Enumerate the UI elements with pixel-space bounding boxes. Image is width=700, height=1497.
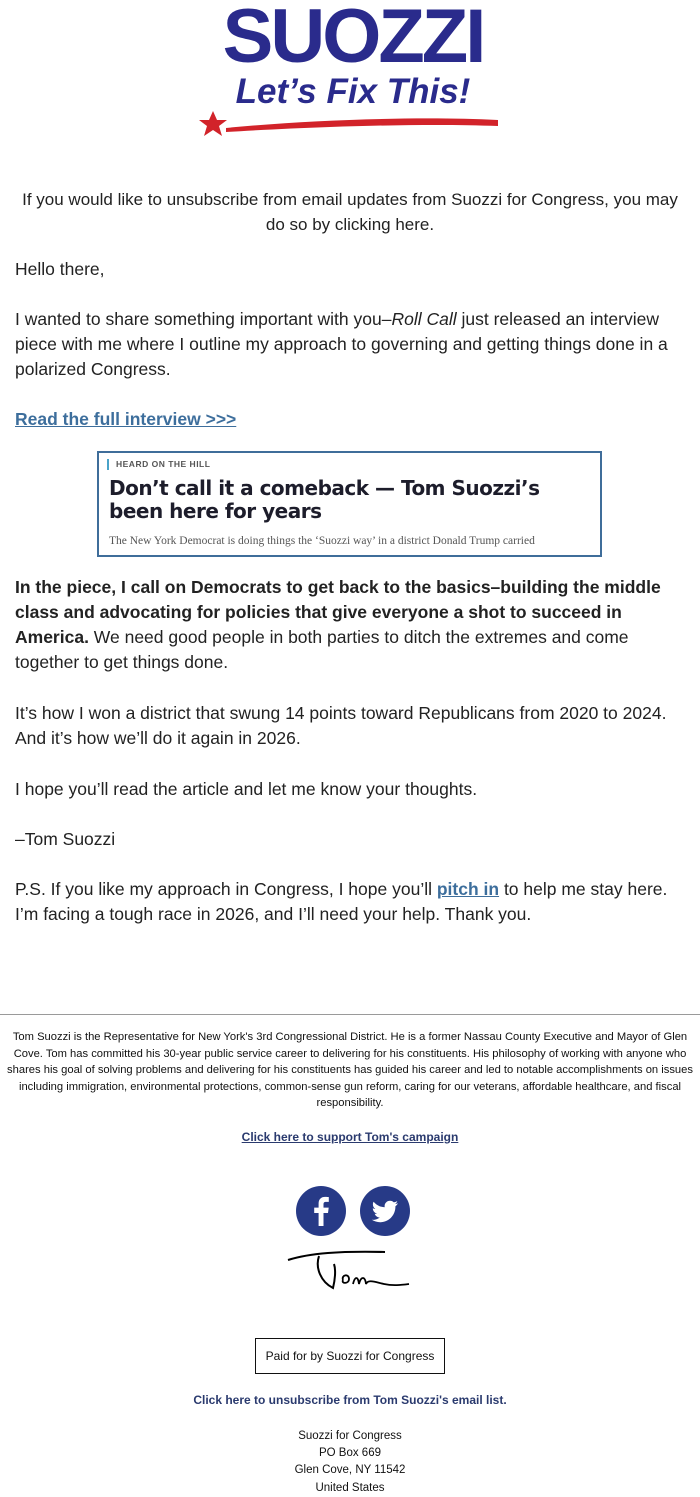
mailing-address <box>0 1428 700 1497</box>
address-line: Suozzi for Congress <box>298 1430 402 1442</box>
footer-bio: Tom Suozzi is the Representative for New York's 3rd Congressional District. He is a former Nassau County Executive and Mayor of Glen Cove. Tom has committed his 30-year public service career to delivering for his constituents. His philosophy of working with anyone who shares his goal of solving problems and delivering for his constituents has guided his career and led to notable accomplishments on issues including immigration, environmental protections, common-sense gun reform, caring for our veterans, affordable healthcare, and fiscal responsibility. <box>7 1031 693 1109</box>
unsubscribe-link[interactable]: Click here to unsubscribe from Tom Suozzi's email list. <box>193 1393 507 1407</box>
read-interview-paragraph <box>15 407 687 432</box>
support-link-row <box>0 1130 700 1144</box>
article-preview-card[interactable] <box>97 451 602 557</box>
ps-text-start: P.S. If you like my approach in Congress, I hope you’ll <box>15 879 437 899</box>
twitter-button[interactable] <box>360 1186 410 1236</box>
address-line: PO Box 669 <box>318 1447 381 1460</box>
read-interview-link[interactable]: Read the full interview >>> <box>15 409 237 429</box>
facebook-button[interactable] <box>296 1186 346 1236</box>
article-headline: Don’t call it a comeback — Tom Suozzi’s been here for years <box>109 476 540 523</box>
publication-name: Roll Call <box>391 309 457 329</box>
twitter-icon <box>360 1186 410 1236</box>
address-line: United States <box>315 1481 385 1494</box>
hope-paragraph: I hope you’ll read the article and let me know your thoughts. <box>15 779 478 799</box>
paid-for-disclaimer: Paid for by Suozzi for Congress <box>255 1338 445 1374</box>
article-kicker: HEARD ON THE HILL <box>107 459 210 470</box>
logo-name: SUOZZI <box>222 0 484 79</box>
intro-text-start: I wanted to share something important with you– <box>15 309 392 329</box>
piece-rest-text: We need good people in both parties to ditch the extremes and come together to get things done. <box>15 627 629 672</box>
unsubscribe-notice[interactable]: If you would like to unsubscribe from email updates from Suozzi for Congress, you may do so by clicking here. <box>22 190 678 234</box>
piece-bold-text: In the piece, I call on Democrats to get back to the basics–building the middle class and advocating for policies that give everyone a shot to succeed in America. <box>15 577 661 647</box>
district-paragraph: It’s how I won a district that swung 14 points toward Republicans from 2020 to 2024. And it’s how we’ll do it again in 2026. <box>15 703 667 748</box>
campaign-logo <box>198 2 508 140</box>
signature-image <box>285 1244 415 1294</box>
intro-paragraph <box>15 307 687 382</box>
star-swoosh-icon <box>198 108 508 140</box>
support-campaign-link[interactable]: Click here to support Tom's campaign <box>241 1130 459 1144</box>
article-subhead: The New York Democrat is doing things the ‘Suozzi way’ in a district Donald Trump carried <box>109 535 535 547</box>
greeting: Hello there, <box>15 259 105 279</box>
facebook-icon <box>296 1186 346 1236</box>
signoff: –Tom Suozzi <box>15 829 116 849</box>
pitch-in-link[interactable]: pitch in <box>436 879 500 899</box>
footer-divider <box>0 1014 700 1015</box>
intro-text-end: just released an interview piece with me where I outline my approach to governing and getting things done in a polarized Congress. <box>15 309 668 379</box>
piece-paragraph <box>15 575 687 675</box>
ps-text-end: to help me stay here. I’m facing a tough race in 2026, and I’ll need your help. Thank you. <box>15 879 668 924</box>
unsubscribe-row <box>0 1393 700 1407</box>
address-line: Glen Cove, NY 11542 <box>294 1464 406 1477</box>
logo-tagline: Let’s Fix This! <box>235 72 471 111</box>
postscript-paragraph <box>15 877 687 927</box>
